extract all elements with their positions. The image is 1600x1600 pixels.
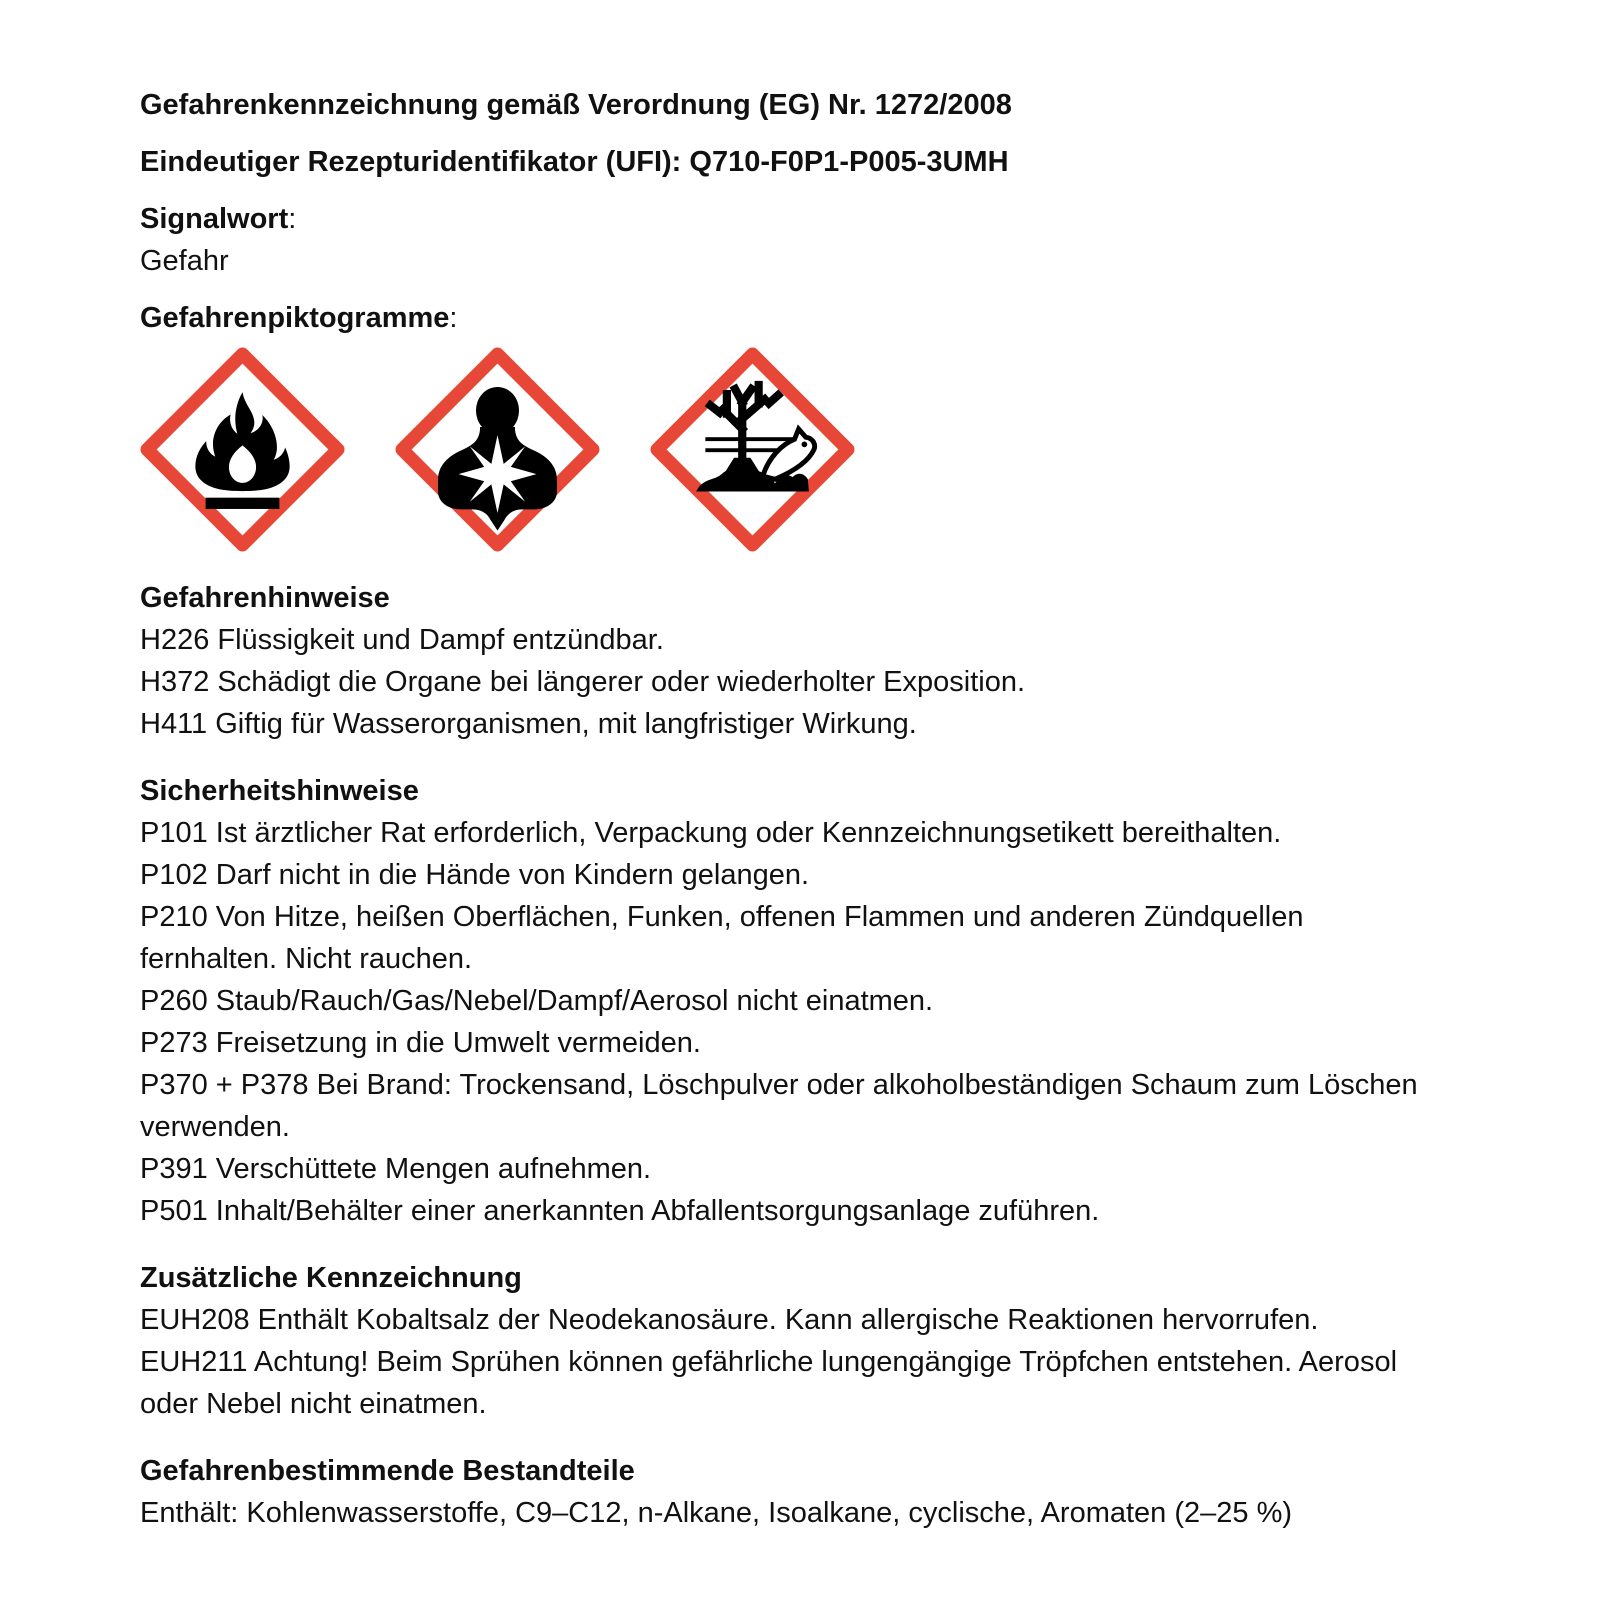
- document-title: Gefahrenkennzeichnung gemäß Verordnung (EG) Nr. 1272/2008: [140, 89, 1012, 121]
- starburst-glyph: [459, 435, 537, 513]
- pictograms-block: [140, 297, 1430, 552]
- document-content: [140, 84, 1430, 1534]
- flame-icon: [140, 347, 345, 552]
- p391-line: P391 Verschüttete Mengen aufnehmen.: [140, 1153, 652, 1185]
- health-hazard-icon: [395, 347, 600, 552]
- section-heading: Gefahrenbestimmende Bestandteile: [140, 1455, 635, 1487]
- p260-line: P260 Staub/Rauch/Gas/Nebel/Dampf/Aerosol nicht einatmen.: [140, 985, 934, 1017]
- fish-eye: [801, 442, 807, 448]
- section-heading: Sicherheitshinweise: [140, 775, 419, 807]
- h372-line: H372 Schädigt die Organe bei längerer oder wiederholter Exposition.: [140, 666, 1026, 698]
- section-additional-labelling: [140, 1257, 1430, 1425]
- section-precautionary-statements: [140, 770, 1430, 1232]
- ufi-line: Eindeutiger Rezepturidentifikator (UFI): Q710-F0P1-P005-3UMH: [140, 146, 1009, 178]
- p370-p378-line: P370 + P378 Bei Brand: Trockensand, Löschpulver oder alkoholbeständigen Schaum zum Löschen verwenden.: [140, 1069, 1418, 1143]
- h411-line: H411 Giftig für Wasserorganismen, mit langfristiger Wirkung.: [140, 708, 917, 740]
- euh208-line: EUH208 Enthält Kobaltsalz der Neodekanosäure. Kann allergische Reaktionen hervorrufen.: [140, 1304, 1319, 1336]
- h226-line: H226 Flüssigkeit und Dampf entzündbar.: [140, 624, 664, 656]
- signal-word-block: [140, 198, 1430, 282]
- section-heading: Gefahrenhinweise: [140, 582, 390, 614]
- section-heading: Zusätzliche Kennzeichnung: [140, 1262, 522, 1294]
- flame-baseline-bar: [206, 498, 280, 509]
- signal-word-label: Signalwort:: [140, 203, 297, 235]
- environment-hazard-icon: [650, 347, 855, 552]
- contains-line: Enthält: Kohlenwasserstoffe, C9–C12, n-Alkane, Isoalkane, cyclische, Aromaten (2–25 %): [140, 1497, 1293, 1529]
- pictograms-heading: Gefahrenpiktogramme:: [140, 302, 458, 334]
- p273-line: P273 Freisetzung in die Umwelt vermeiden.: [140, 1027, 701, 1059]
- section-hazard-statements: [140, 577, 1430, 745]
- p102-line: P102 Darf nicht in die Hände von Kindern gelangen.: [140, 859, 810, 891]
- p210-line: P210 Von Hitze, heißen Oberflächen, Funken, offenen Flammen und anderen Zündquellen fernhalten. Nicht rauchen.: [140, 901, 1304, 975]
- p101-line: P101 Ist ärztlicher Rat erforderlich, Verpackung oder Kennzeichnungsetikett bereithalten.: [140, 817, 1282, 849]
- water-surface-line: [705, 437, 799, 441]
- signal-word-value: Gefahr: [140, 245, 229, 277]
- euh211-line: EUH211 Achtung! Beim Sprühen können gefährliche lungengängige Tröpfchen entstehen. Aerosol oder Nebel nicht einatmen.: [140, 1346, 1398, 1420]
- section-hazard-determining-components: [140, 1450, 1430, 1534]
- p501-line: P501 Inhalt/Behälter einer anerkannten Abfallentsorgungsanlage zuführen.: [140, 1195, 1100, 1227]
- pictogram-row: [140, 347, 1430, 552]
